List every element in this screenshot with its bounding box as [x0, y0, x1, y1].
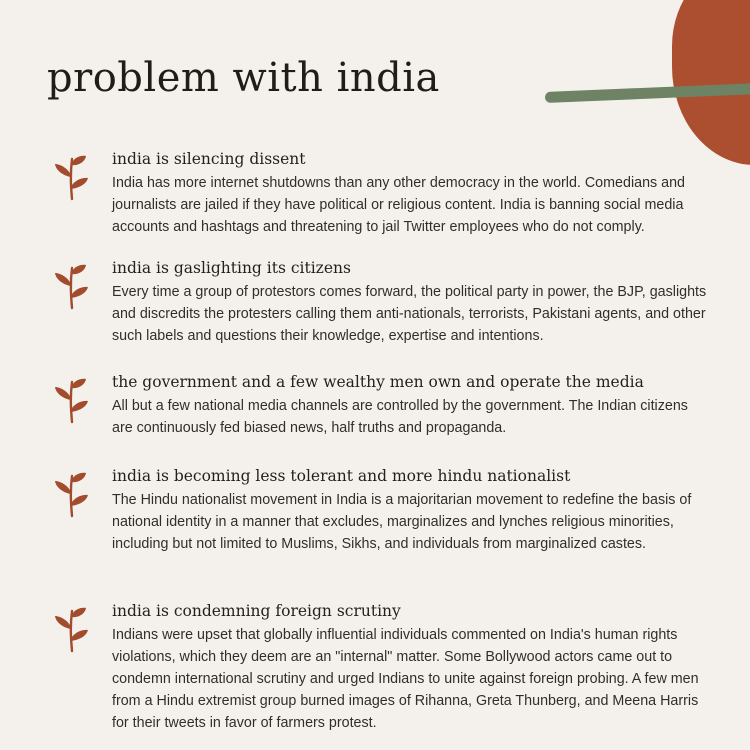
section-heading: india is silencing dissent: [112, 150, 306, 168]
page-title: problem with india: [47, 55, 440, 101]
section-body: The Hindu nationalist movement in India is a majoritarian movement to redefine the basis of national identity in a manner that excludes, marginalizes and lynches religious minorities, including but not limited to Muslims, Sikhs, and individuals from marginalized castes.: [112, 492, 692, 552]
section-heading: india is condemning foreign scrutiny: [112, 602, 401, 620]
decorative-terracotta-shape: [672, 0, 750, 165]
section-body: Indians were upset that globally influential individuals commented on India's human rights violations, which they deem are an "internal" matter. Some Bollywood actors came out to condemn international scrutiny and urged Indians to unite against foreign probing. A few men from a Hindu extremist group burned images of Rihanna, Greta Thunberg, and Meena Harris for their tweets in favor of farmers protest.: [112, 627, 699, 731]
section-body: Every time a group of protestors comes forward, the political party in power, the BJP, gaslights and discredits the protesters calling them anti-nationals, terrorists, Pakistani agents, and other such labels and questions their knowledge, expertise and intentions.: [112, 284, 707, 344]
leaf-icon: [52, 153, 92, 201]
section-heading: india is becoming less tolerant and more hindu nationalist: [112, 467, 571, 485]
section-body: India has more internet shutdowns than any other democracy in the world. Comedians and journalists are jailed if they have political or religious content. India is banning social media accounts and hashtags and threatening to jail Twitter employees who do not comply.: [112, 175, 685, 235]
section-heading: the government and a few wealthy men own and operate the media: [112, 373, 644, 391]
leaf-icon: [52, 605, 92, 653]
leaf-icon: [52, 376, 92, 424]
leaf-icon: [52, 262, 92, 310]
section-heading: india is gaslighting its citizens: [112, 259, 351, 277]
section-body: All but a few national media channels are controlled by the government. The Indian citizens are continuously fed biased news, half truths and propaganda.: [112, 398, 688, 436]
leaf-icon: [52, 470, 92, 518]
